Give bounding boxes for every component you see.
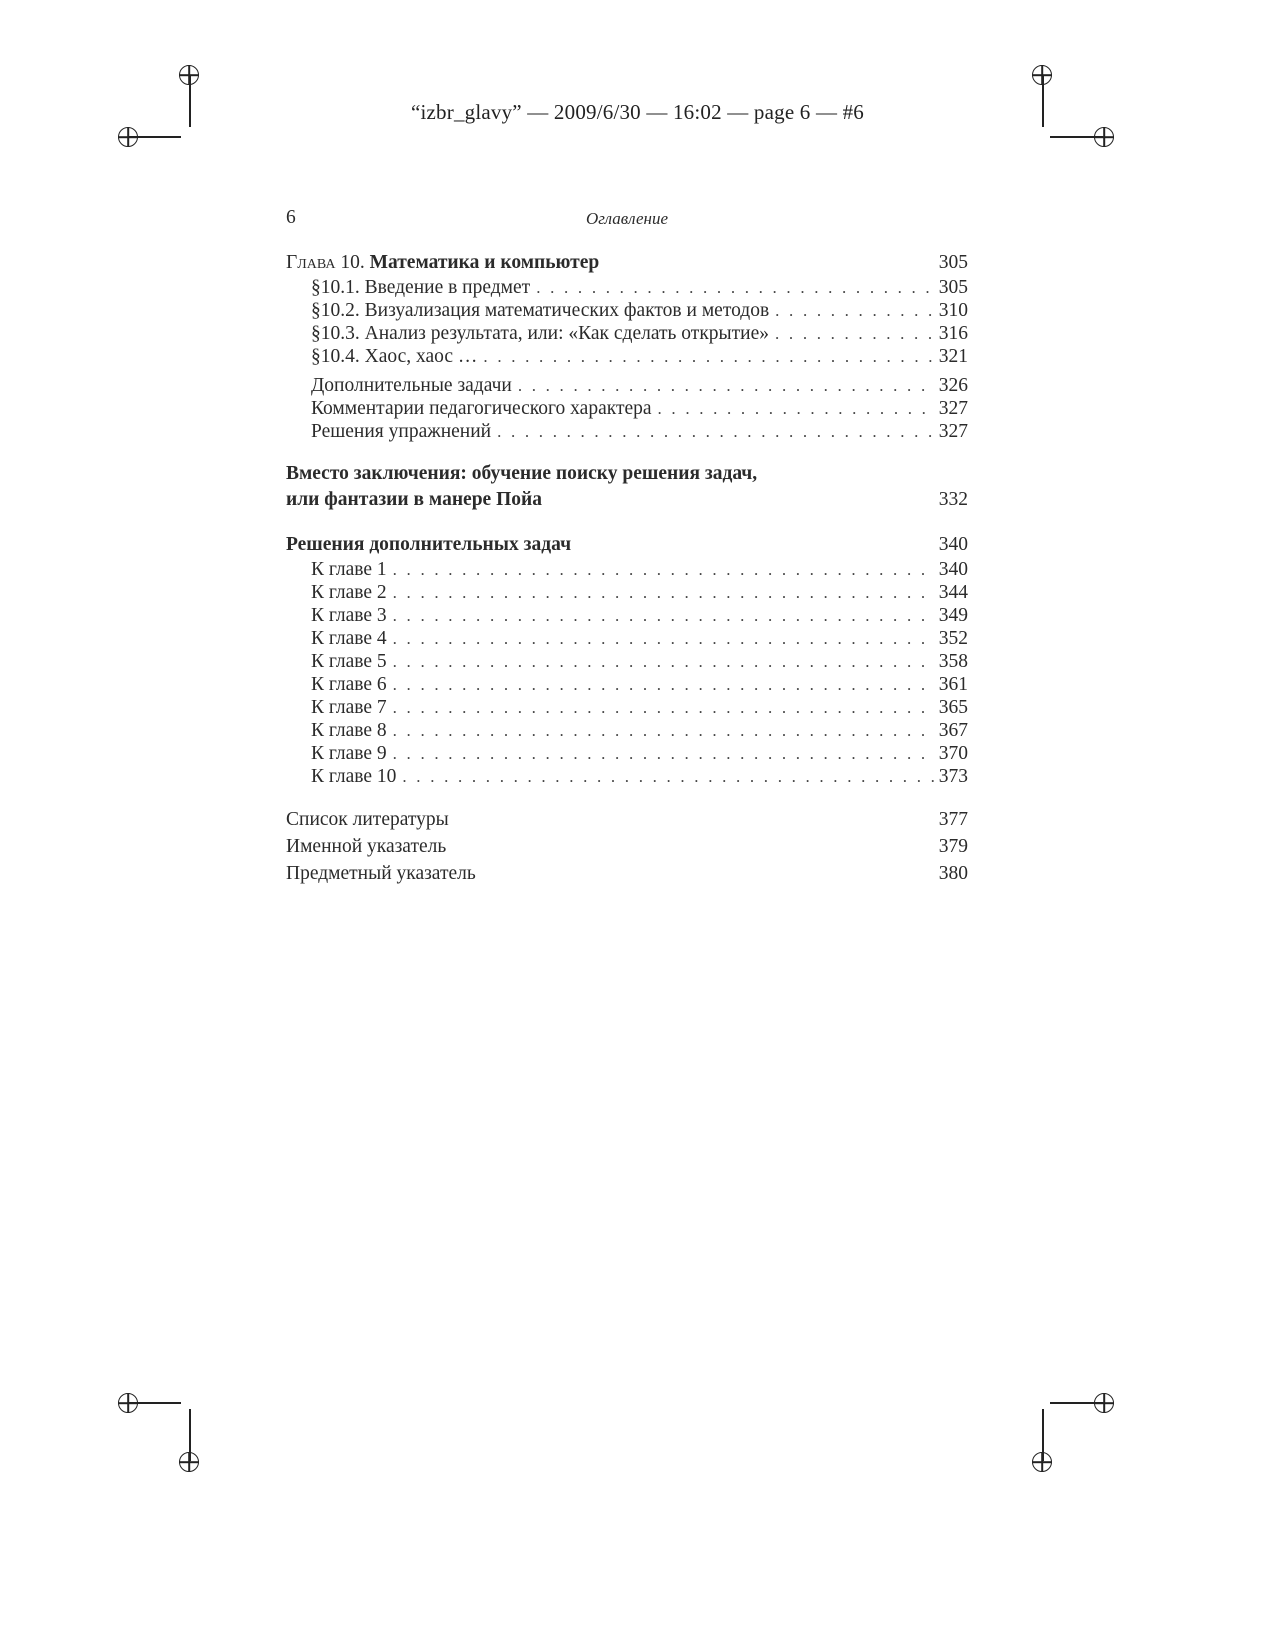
running-head — [286, 207, 968, 237]
running-title: Оглавление — [585, 209, 669, 228]
crop-mark-line — [1050, 1402, 1103, 1404]
leader-dots — [652, 397, 934, 420]
toc-page-number: 349 — [938, 605, 968, 626]
toc-entry[interactable] — [286, 627, 968, 650]
leader-dots — [387, 742, 934, 765]
toc-page-number: 352 — [938, 628, 968, 649]
toc-entry-label: Список литературы — [286, 809, 449, 830]
toc-page-number: 327 — [938, 398, 968, 419]
toc-entry-label: §10.1. Введение в предмет — [311, 277, 531, 298]
leader-dots — [387, 650, 934, 673]
crop-mark-icon — [1032, 1452, 1052, 1472]
toc-page-number: 358 — [938, 651, 968, 672]
toc-entry[interactable] — [286, 833, 968, 860]
toc-entry[interactable] — [286, 322, 968, 345]
chapter-title: Математика и компьютер — [369, 252, 600, 273]
toc-entry[interactable] — [286, 345, 968, 368]
toc-entry[interactable] — [286, 696, 968, 719]
toc-page-number: 373 — [938, 766, 968, 787]
toc-chapter[interactable] — [286, 531, 968, 558]
toc-page-number: 340 — [938, 534, 968, 555]
toc-entry[interactable] — [286, 650, 968, 673]
toc-page-number: 367 — [938, 720, 968, 741]
conclusion-title-line1: Вместо заключения: обучение поиску решения задач, — [286, 463, 758, 484]
toc-page-number: 327 — [938, 421, 968, 442]
toc-page-number: 361 — [938, 674, 968, 695]
leader-dots — [491, 420, 934, 443]
toc-entry-label: §10.4. Хаос, хаос … — [311, 346, 478, 367]
toc-entry-label: К главе 9 — [311, 743, 387, 764]
toc-entry[interactable] — [286, 719, 968, 742]
toc-entry[interactable] — [286, 673, 968, 696]
toc-entry-label: К главе 1 — [311, 559, 387, 580]
toc-entry[interactable] — [286, 374, 968, 397]
toc-entry[interactable] — [286, 397, 968, 420]
chapter-title: Решения дополнительных задач — [286, 534, 572, 555]
toc-entry[interactable] — [286, 742, 968, 765]
crop-mark-line — [128, 1402, 181, 1404]
leader-dots — [387, 627, 934, 650]
toc-entry-label: К главе 2 — [311, 582, 387, 603]
page-number: 6 — [286, 207, 296, 228]
leader-dots — [387, 719, 934, 742]
toc-entry[interactable] — [286, 581, 968, 604]
toc-entry[interactable] — [286, 860, 968, 887]
toc-entry-label: Комментарии педагогического характера — [311, 398, 652, 419]
leader-dots — [387, 558, 934, 581]
toc-chapter[interactable] — [286, 249, 968, 276]
leader-dots — [387, 581, 934, 604]
toc-sections — [286, 276, 968, 368]
toc-entry[interactable] — [286, 299, 968, 322]
toc-entry[interactable] — [286, 806, 968, 833]
toc-entry-label: §10.3. Анализ результата, или: «Как сделать открытие» — [311, 323, 770, 344]
toc-entry[interactable] — [286, 420, 968, 443]
toc-entry-label: К главе 10 — [311, 766, 397, 787]
toc-solutions-list — [286, 558, 968, 788]
leader-dots — [396, 765, 934, 788]
toc-entry[interactable] — [286, 558, 968, 581]
toc-entry-label: К главе 4 — [311, 628, 387, 649]
toc-page — [286, 207, 968, 887]
toc-entry[interactable] — [286, 604, 968, 627]
toc-page-number: 370 — [938, 743, 968, 764]
crop-mark-line — [128, 136, 181, 138]
toc-entry-label: Дополнительные задачи — [311, 375, 512, 396]
toc-page-number: 340 — [938, 559, 968, 580]
leader-dots — [530, 276, 934, 299]
leader-dots — [769, 322, 934, 345]
toc-entry-label: К главе 8 — [311, 720, 387, 741]
toc-entry-label: Решения упражнений — [311, 421, 492, 442]
toc-entry-label: К главе 7 — [311, 697, 387, 718]
leader-dots — [387, 696, 934, 719]
crop-mark-icon — [179, 1452, 199, 1472]
toc-page-number: 326 — [938, 375, 968, 396]
toc-entry-label: К главе 3 — [311, 605, 387, 626]
toc-entry[interactable] — [286, 765, 968, 788]
print-stamp: “izbr_glavy” — 2009/6/30 — 16:02 — page 6 — #6 — [410, 100, 865, 124]
toc-page-number: 305 — [938, 277, 968, 298]
toc-conclusion[interactable] — [286, 461, 968, 513]
leader-dots — [512, 374, 934, 397]
leader-dots — [387, 673, 934, 696]
toc-entry-label: К главе 5 — [311, 651, 387, 672]
toc-entry[interactable] — [286, 276, 968, 299]
toc-back-matter — [286, 806, 968, 887]
leader-dots — [477, 345, 934, 368]
toc-entry-label: §10.2. Визуализация математических фактов и методов — [311, 300, 770, 321]
crop-mark-line — [1050, 136, 1103, 138]
toc-page-number: 310 — [938, 300, 968, 321]
toc-page-number: 365 — [938, 697, 968, 718]
chapter-prefix: Глава 10. — [286, 252, 365, 273]
toc-page-number: 377 — [938, 809, 968, 830]
toc-entry-label: Предметный указатель — [286, 863, 476, 884]
toc-page-number: 316 — [938, 323, 968, 344]
conclusion-title-line2: или фантазии в манере Пойа — [286, 489, 542, 510]
toc-page-number: 305 — [938, 252, 968, 273]
toc-page-number: 380 — [938, 863, 968, 884]
toc-page-number: 344 — [938, 582, 968, 603]
toc-extras — [286, 374, 968, 443]
toc-entry-label: Именной указатель — [286, 836, 447, 857]
toc-entry-label: К главе 6 — [311, 674, 387, 695]
toc-page-number: 332 — [938, 489, 968, 510]
toc-page-number: 321 — [938, 346, 968, 367]
leader-dots — [387, 604, 934, 627]
toc-page-number: 379 — [938, 836, 968, 857]
leader-dots — [769, 299, 934, 322]
